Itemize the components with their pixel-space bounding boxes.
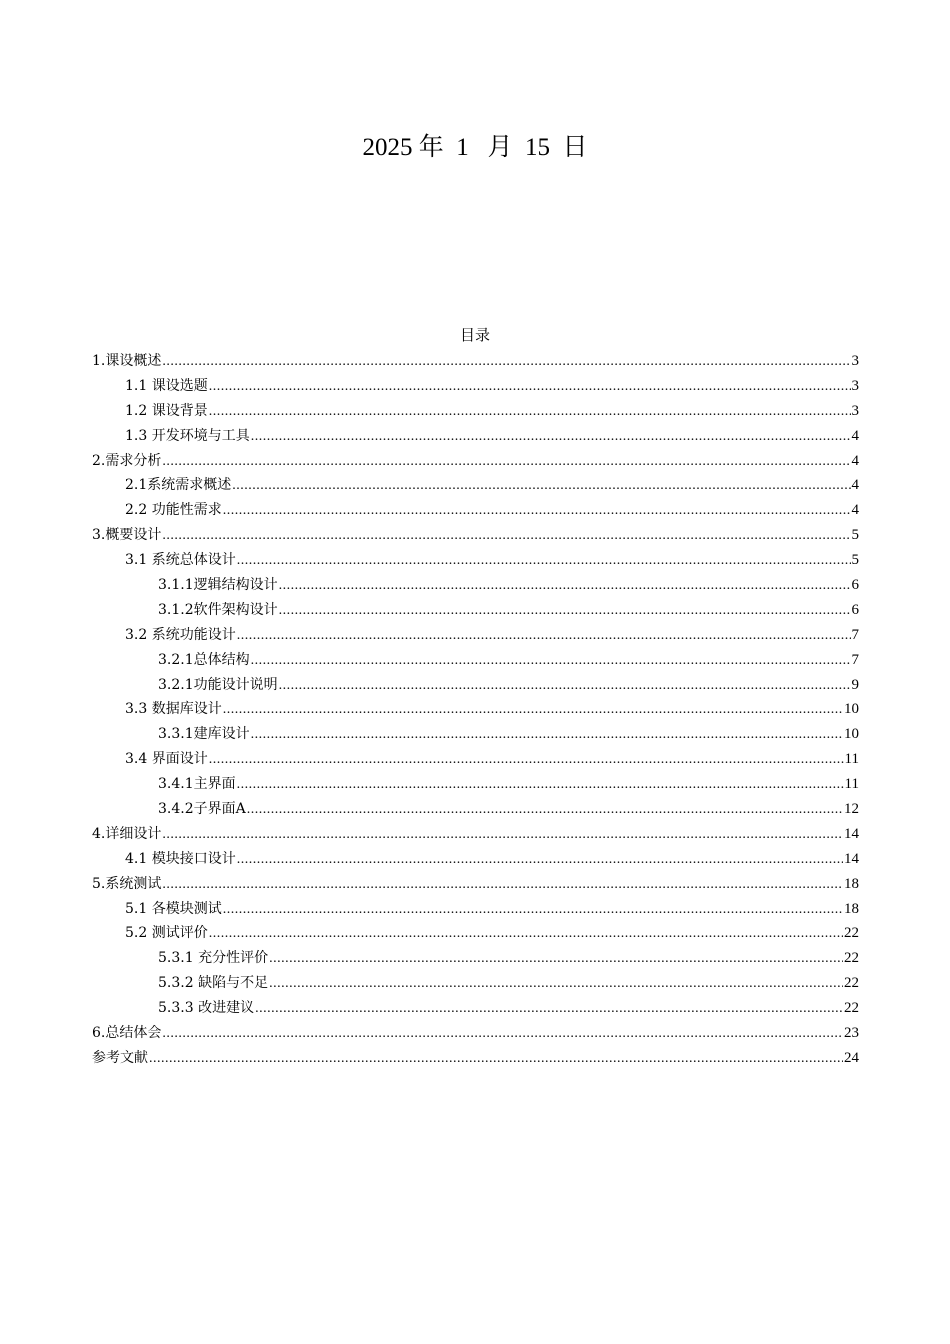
toc-entry-page-number: 22 bbox=[844, 975, 859, 992]
toc-dot-leader bbox=[162, 350, 850, 375]
toc-entry-page-number: 14 bbox=[844, 825, 859, 842]
toc-entry-page-number: 22 bbox=[844, 925, 859, 942]
toc-entry-page-number: 4 bbox=[851, 427, 859, 444]
toc-entry[interactable] bbox=[92, 697, 859, 722]
toc-entry-page-number: 22 bbox=[844, 950, 859, 967]
toc-entry-label: 5.3.3 改进建议 bbox=[158, 1000, 255, 1017]
toc-entry-label: 4.详细设计 bbox=[92, 825, 162, 842]
toc-entry-label: 参考文献 bbox=[92, 1049, 148, 1066]
toc-dot-leader bbox=[162, 873, 843, 898]
toc-entry[interactable] bbox=[92, 822, 859, 847]
toc-entry-page-number: 3 bbox=[851, 377, 859, 394]
toc-dot-leader bbox=[232, 474, 850, 499]
toc-dot-leader bbox=[269, 972, 843, 997]
toc-entry-label: 1.1 课设选题 bbox=[125, 377, 208, 394]
toc-entry[interactable] bbox=[92, 1046, 859, 1071]
toc-dot-leader bbox=[162, 823, 843, 848]
toc-entry-page-number: 4 bbox=[851, 502, 859, 519]
toc-dot-leader bbox=[251, 723, 843, 748]
toc-entry-page-number: 5 bbox=[851, 527, 859, 544]
toc-dot-leader bbox=[237, 624, 851, 649]
toc-entry-label: 3.概要设计 bbox=[92, 527, 162, 544]
toc-entry-page-number: 18 bbox=[844, 900, 859, 917]
toc-entry[interactable] bbox=[92, 673, 859, 698]
toc-entry[interactable] bbox=[92, 598, 859, 623]
toc-dot-leader bbox=[162, 524, 850, 549]
toc-dot-leader bbox=[209, 748, 844, 773]
toc-dot-leader bbox=[237, 848, 843, 873]
toc-dot-leader bbox=[279, 674, 851, 699]
toc-entry-label: 1.3 开发环境与工具 bbox=[125, 427, 250, 444]
toc-dot-leader bbox=[209, 375, 851, 400]
toc-dot-leader bbox=[255, 997, 843, 1022]
toc-entry[interactable] bbox=[92, 424, 859, 449]
toc-entry[interactable] bbox=[92, 648, 859, 673]
toc-entry-page-number: 3 bbox=[851, 353, 859, 369]
toc-entry[interactable] bbox=[92, 1021, 859, 1046]
toc-entry-page-number: 12 bbox=[844, 801, 859, 818]
toc-dot-leader bbox=[247, 798, 843, 823]
toc-entry-label: 2.需求分析 bbox=[92, 452, 162, 469]
toc-entry-page-number: 24 bbox=[844, 1049, 859, 1066]
toc-entry-page-number: 11 bbox=[844, 751, 859, 768]
toc-entry-label: 5.1 各模块测试 bbox=[125, 900, 222, 917]
toc-entry-label: 3.1.2软件架构设计 bbox=[158, 601, 278, 618]
toc-entry-label: 3.3 数据库设计 bbox=[125, 701, 222, 718]
toc-entry-label: 3.4 界面设计 bbox=[125, 751, 208, 768]
toc-entry-page-number: 22 bbox=[844, 1000, 859, 1017]
toc-entry-page-number: 18 bbox=[844, 875, 859, 892]
toc-entry[interactable] bbox=[92, 473, 859, 498]
toc-entry-page-number: 7 bbox=[851, 626, 859, 643]
toc-entry-label: 5.3.1 充分性评价 bbox=[158, 950, 269, 967]
toc-entry-label: 2.2 功能性需求 bbox=[125, 502, 222, 519]
toc-dot-leader bbox=[209, 922, 843, 947]
toc-entry-page-number: 6 bbox=[851, 577, 859, 594]
toc-entry-label: 3.4.2子界面A bbox=[158, 801, 246, 818]
toc-entry-label: 6.总结体会 bbox=[92, 1025, 162, 1042]
toc-entry-page-number: 11 bbox=[844, 776, 859, 793]
toc-entry-label: 3.2 系统功能设计 bbox=[125, 626, 236, 643]
toc-entry[interactable] bbox=[92, 523, 859, 548]
toc-entry-label: 1.2 课设背景 bbox=[125, 402, 208, 419]
toc-entry[interactable] bbox=[92, 971, 859, 996]
toc-title: 目录 bbox=[459, 326, 490, 344]
toc-entry-label: 4.1 模块接口设计 bbox=[125, 850, 236, 867]
toc-entry[interactable] bbox=[92, 797, 859, 822]
toc-entry-label: 1.课设概述 bbox=[92, 353, 162, 369]
toc-dot-leader bbox=[237, 773, 844, 798]
toc-entry-page-number: 6 bbox=[851, 601, 859, 618]
toc-entry-label: 3.3.1建库设计 bbox=[158, 726, 250, 743]
toc-entry[interactable] bbox=[92, 498, 859, 523]
toc-dot-leader bbox=[223, 698, 843, 723]
toc-dot-leader bbox=[279, 574, 851, 599]
toc-entry-label: 3.2.1功能设计说明 bbox=[158, 676, 278, 693]
toc-entry-page-number: 10 bbox=[844, 701, 859, 718]
toc-dot-leader bbox=[209, 400, 851, 425]
toc-entry-label: 5.3.2 缺陷与不足 bbox=[158, 975, 269, 992]
toc-entry[interactable] bbox=[92, 996, 859, 1021]
table-of-contents bbox=[92, 349, 859, 1071]
toc-entry-label: 2.1系统需求概述 bbox=[125, 477, 232, 494]
toc-entry-page-number: 4 bbox=[851, 477, 859, 494]
toc-entry[interactable] bbox=[92, 399, 859, 424]
toc-entry-label: 3.2.1总体结构 bbox=[158, 651, 250, 668]
toc-dot-leader bbox=[269, 947, 843, 972]
toc-entry-page-number: 7 bbox=[851, 651, 859, 668]
toc-entry[interactable] bbox=[92, 946, 859, 971]
toc-dot-leader bbox=[223, 898, 843, 923]
toc-entry[interactable] bbox=[92, 623, 859, 648]
toc-dot-leader bbox=[162, 1022, 843, 1047]
toc-entry[interactable] bbox=[92, 772, 859, 797]
toc-entry[interactable] bbox=[92, 872, 859, 897]
toc-entry[interactable] bbox=[92, 449, 859, 474]
toc-dot-leader bbox=[162, 450, 850, 475]
toc-dot-leader bbox=[149, 1047, 843, 1072]
toc-entry[interactable] bbox=[92, 921, 859, 946]
toc-entry[interactable] bbox=[92, 747, 859, 772]
toc-dot-leader bbox=[237, 549, 851, 574]
document-date: 2025 年 1 月 15 日 bbox=[362, 134, 588, 161]
toc-entry[interactable] bbox=[92, 548, 859, 573]
toc-entry[interactable] bbox=[92, 374, 859, 399]
toc-entry-label: 3.4.1主界面 bbox=[158, 776, 236, 793]
toc-entry-label: 3.1.1逻辑结构设计 bbox=[158, 577, 278, 594]
toc-entry-label: 3.1 系统总体设计 bbox=[125, 552, 236, 569]
toc-entry[interactable] bbox=[92, 897, 859, 922]
toc-entry-page-number: 3 bbox=[851, 402, 859, 419]
toc-entry[interactable] bbox=[92, 847, 859, 872]
toc-dot-leader bbox=[251, 425, 851, 450]
toc-entry[interactable] bbox=[92, 573, 859, 598]
toc-dot-leader bbox=[279, 599, 851, 624]
toc-entry[interactable] bbox=[92, 722, 859, 747]
toc-entry-label: 5.2 测试评价 bbox=[125, 925, 208, 942]
toc-dot-leader bbox=[223, 499, 851, 524]
toc-entry-label: 5.系统测试 bbox=[92, 875, 162, 892]
toc-dot-leader bbox=[251, 649, 851, 674]
toc-entry[interactable] bbox=[92, 349, 859, 374]
toc-entry-page-number: 10 bbox=[844, 726, 859, 743]
toc-entry-page-number: 23 bbox=[844, 1025, 859, 1042]
toc-entry-page-number: 4 bbox=[851, 452, 859, 469]
toc-entry-page-number: 14 bbox=[844, 850, 859, 867]
toc-entry-page-number: 9 bbox=[851, 676, 859, 693]
toc-entry-page-number: 5 bbox=[851, 552, 859, 569]
